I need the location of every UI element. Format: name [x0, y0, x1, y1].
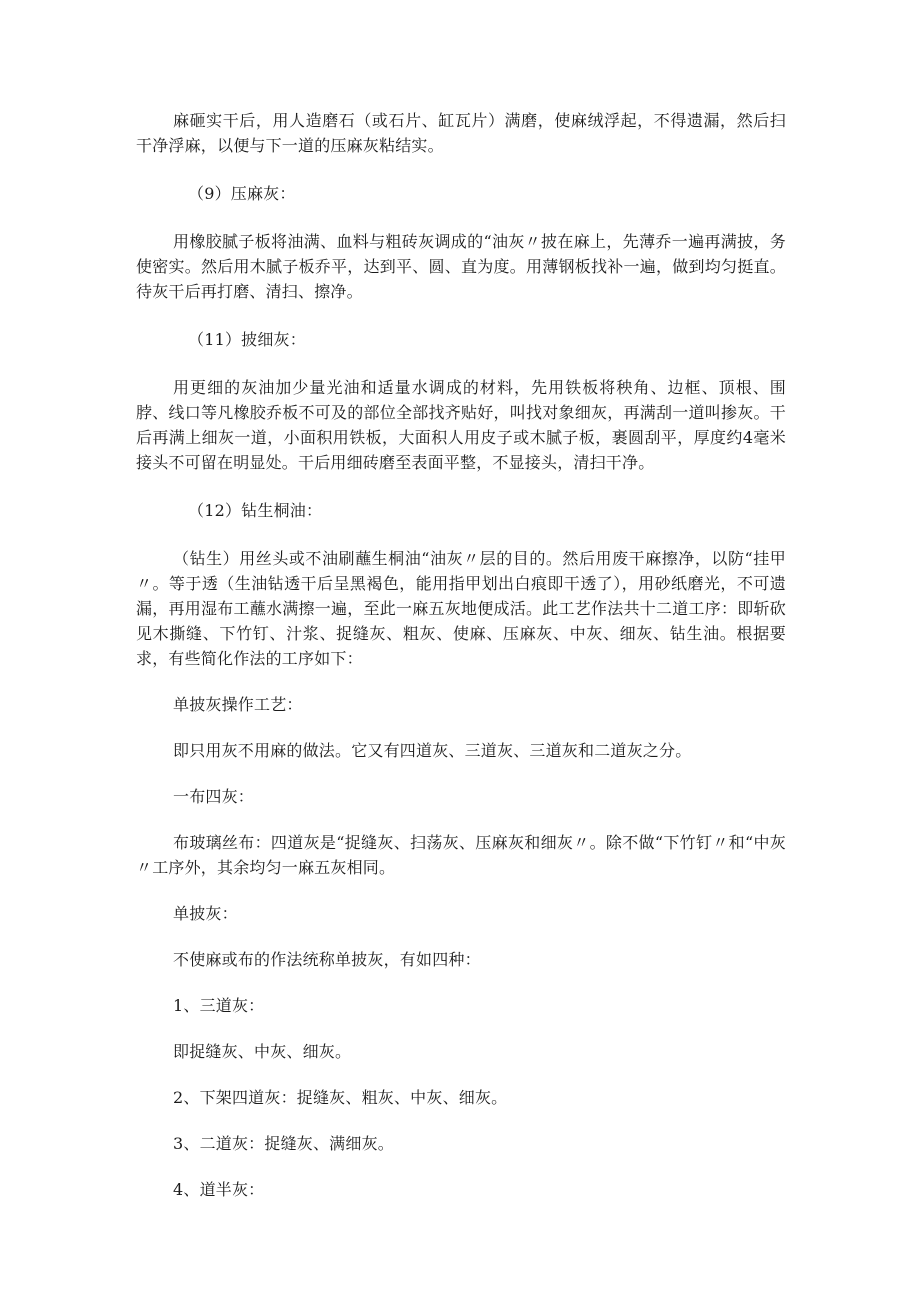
paragraph-hemp-sanding: 麻砸实干后，用人造磨石（或石片、缸瓦片）满磨，使麻绒浮起，不得遗漏，然后扫干净浮麻，以便与下一道的压麻灰粘结实。 [136, 111, 786, 155]
paragraph-glass-fiber-cloth: 布玻璃丝布：四道灰是“捉缝灰、扫荡灰、压麻灰和细灰〃。除不做“下竹钉〃和“中灰〃工序外，其余均匀一麻五灰相同。 [136, 833, 786, 877]
heading-one-cloth-four-coats: 一布四灰： [173, 787, 255, 806]
paragraph-three-coats-detail: 即捉缝灰、中灰、细灰。 [173, 1042, 352, 1061]
list-item-1: 1、三道灰： [173, 996, 265, 1015]
paragraph-four-types: 不使麻或布的作法统称单披灰，有如四种： [173, 950, 481, 969]
heading-step-12: （12）钻生桐油： [188, 501, 323, 520]
paragraph-tung-oil: （钻生）用丝头或不油刷蘸生桐油“油灰〃层的目的。然后用废干麻擦净，以防“挂甲〃。等于透（生油钻透干后呈黑褐色，能用指甲划出白痕即干透了），用砂纸磨光，不可遗漏，再用湿布工蘸水满擦一遍，至此一麻五灰地便成活。此工艺作法共十二道工序：即斩砍见木撕缝、下竹钉、汁浆、捉缝灰、粗灰、使麻、压麻灰、中灰、细灰、钻生油。根据要求，有些简化作法的工序如下： [136, 549, 786, 668]
document-page [136, 108, 786, 1202]
paragraph-press-hemp-putty: 用橡胶腻子板将油满、血料与粗砖灰调成的“油灰〃披在麻上，先薄乔一遍再满披，务使密实。然后用木腻子板乔平，达到平、圆、直为度。用薄钢板找补一遍，做到均匀挺直。待灰干后再打磨、清扫、擦净。 [136, 232, 786, 301]
paragraph-single-coat-intro: 即只用灰不用麻的做法。它又有四道灰、三道灰、三道灰和二道灰之分。 [173, 741, 692, 760]
heading-step-11: （11）披细灰： [188, 330, 306, 349]
heading-single-coat-process: 单披灰操作工艺： [173, 695, 303, 714]
list-item-2: 2、下架四道灰：捉缝灰、粗灰、中灰、细灰。 [173, 1088, 508, 1107]
heading-single-coat: 单披灰： [173, 904, 238, 923]
list-item-4: 4、道半灰： [173, 1180, 265, 1199]
list-item-3: 3、二道灰：捉缝灰、满细灰。 [173, 1134, 394, 1153]
paragraph-fine-putty: 用更细的灰油加少量光油和适量水调成的材料，先用铁板将秧角、边框、顶根、围脖、线口等凡橡胶乔板不可及的部位全部找齐贴好，叫找对象细灰，再满刮一道叫掺灰。干后再满上细灰一道，小面积用铁板，大面积人用皮子或木腻子板，裹圆刮平，厚度约4毫米接头不可留在明显处。干后用细砖磨至表面平整，不显接头，清扫干净。 [136, 378, 786, 472]
heading-step-9: （9）压麻灰： [188, 184, 296, 203]
